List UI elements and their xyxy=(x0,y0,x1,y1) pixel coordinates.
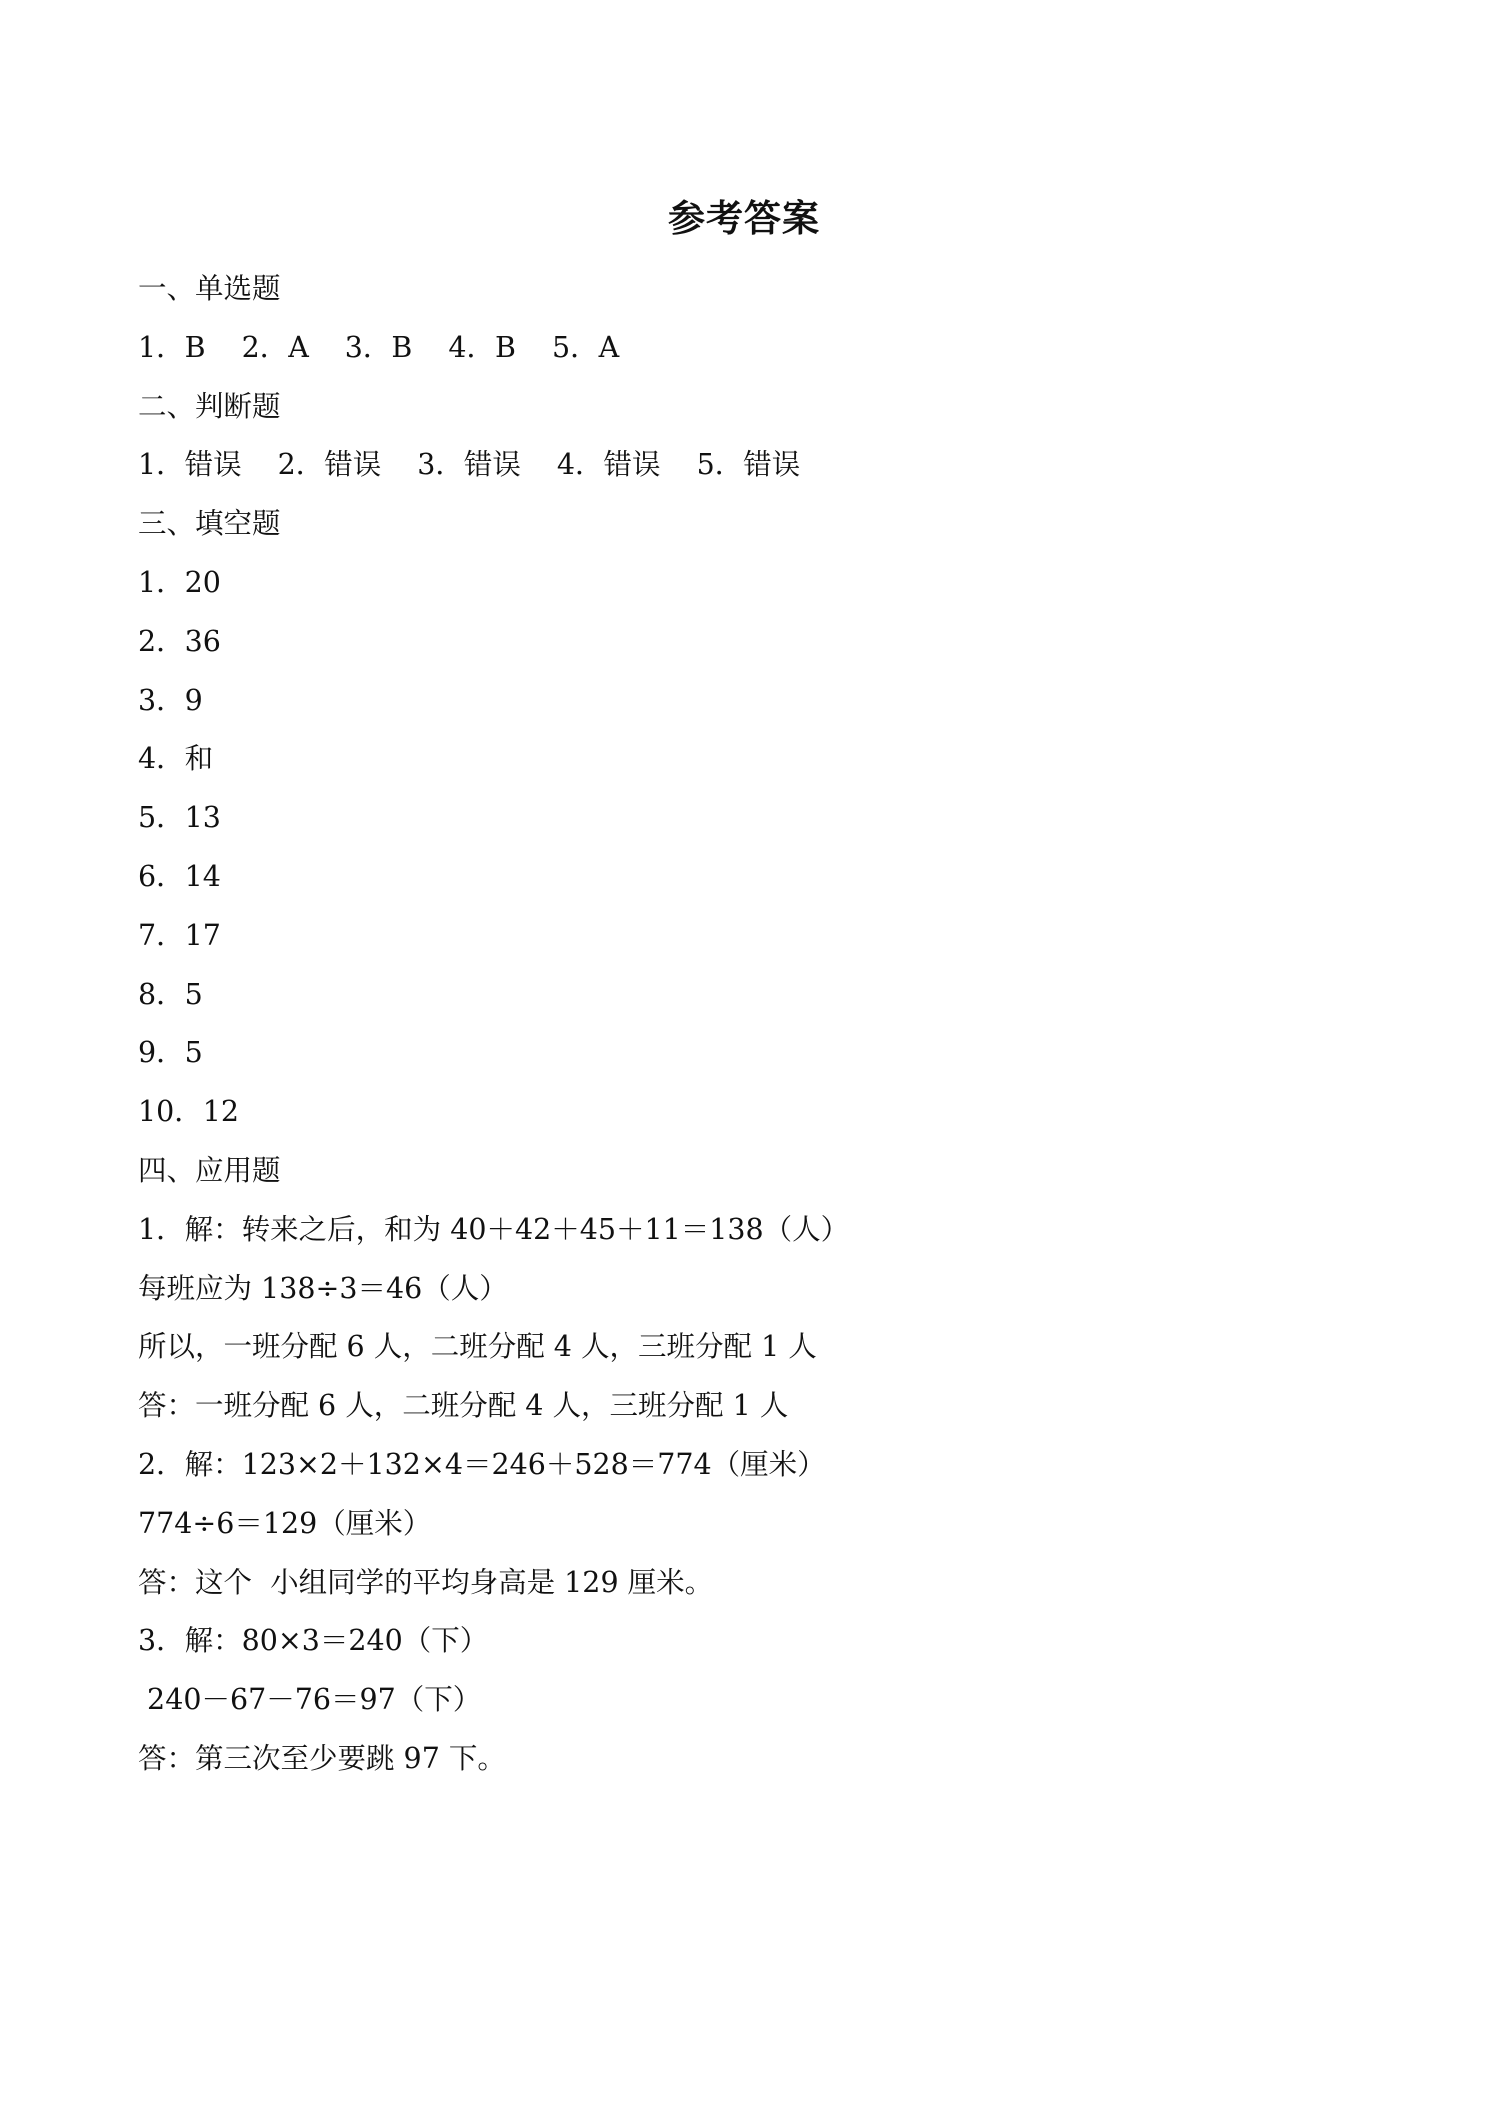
answer-item: 4．错误 xyxy=(556,448,661,482)
fill-blank-answer: 8．5 xyxy=(138,977,203,1011)
answer-item: 4．B xyxy=(448,330,516,364)
page-title: 参考答案 xyxy=(668,197,820,240)
application-line: 774÷6＝129（厘米） xyxy=(138,1506,432,1540)
application-line: 2．解：123×2＋132×4＝246＋528＝774（厘米） xyxy=(138,1447,826,1481)
application-line: 每班应为 138÷3＝46（人） xyxy=(138,1271,508,1305)
answer-item: 5．错误 xyxy=(696,448,801,482)
application-line: 答：一班分配 6 人，二班分配 4 人，三班分配 1 人 xyxy=(138,1389,789,1423)
fill-blank-answer: 6．14 xyxy=(138,859,221,893)
fill-blank-answer: 4．和 xyxy=(138,742,214,776)
answer-item: 2．A xyxy=(241,330,309,364)
fill-blank-answer: 5．13 xyxy=(138,801,221,835)
application-line: 答：这个 小组同学的平均身高是 129 厘米。 xyxy=(138,1565,714,1599)
answer-item: 3．B xyxy=(344,330,413,364)
application-line: 所以，一班分配 6 人，二班分配 4 人，三班分配 1 人 xyxy=(138,1330,817,1364)
fill-blank-answer: 10．12 xyxy=(138,1095,240,1129)
fill-blank-answer: 9．5 xyxy=(138,1036,203,1070)
answer-item: 5．A xyxy=(551,330,620,364)
section-heading-application: 四、应用题 xyxy=(138,1153,281,1187)
fill-blank-answer: 2．36 xyxy=(138,624,221,658)
application-line: 1．解：转来之后，和为 40＋42＋45＋11＝138（人） xyxy=(138,1212,850,1246)
section-heading-fill-blank: 三、填空题 xyxy=(138,507,281,541)
answer-item: 1．B xyxy=(138,330,206,364)
application-line: 答：第三次至少要跳 97 下。 xyxy=(138,1741,506,1775)
section-heading-true-false: 二、判断题 xyxy=(138,389,281,423)
single-choice-answers xyxy=(138,327,1358,386)
true-false-answers xyxy=(138,444,1358,503)
application-line: 240－67－76＝97（下） xyxy=(138,1683,482,1717)
answer-item: 3．错误 xyxy=(417,448,521,482)
answer-item: 1．错误 xyxy=(138,448,242,482)
section-heading-single-choice: 一、单选题 xyxy=(138,272,281,305)
fill-blank-answer: 3．9 xyxy=(138,683,203,717)
fill-blank-answer: 1．20 xyxy=(138,565,221,599)
answer-content xyxy=(138,268,1358,1797)
fill-blank-answer: 7．17 xyxy=(138,918,221,952)
application-line: 3．解：80×3＝240（下） xyxy=(138,1624,489,1658)
answer-item: 2．错误 xyxy=(277,448,382,482)
